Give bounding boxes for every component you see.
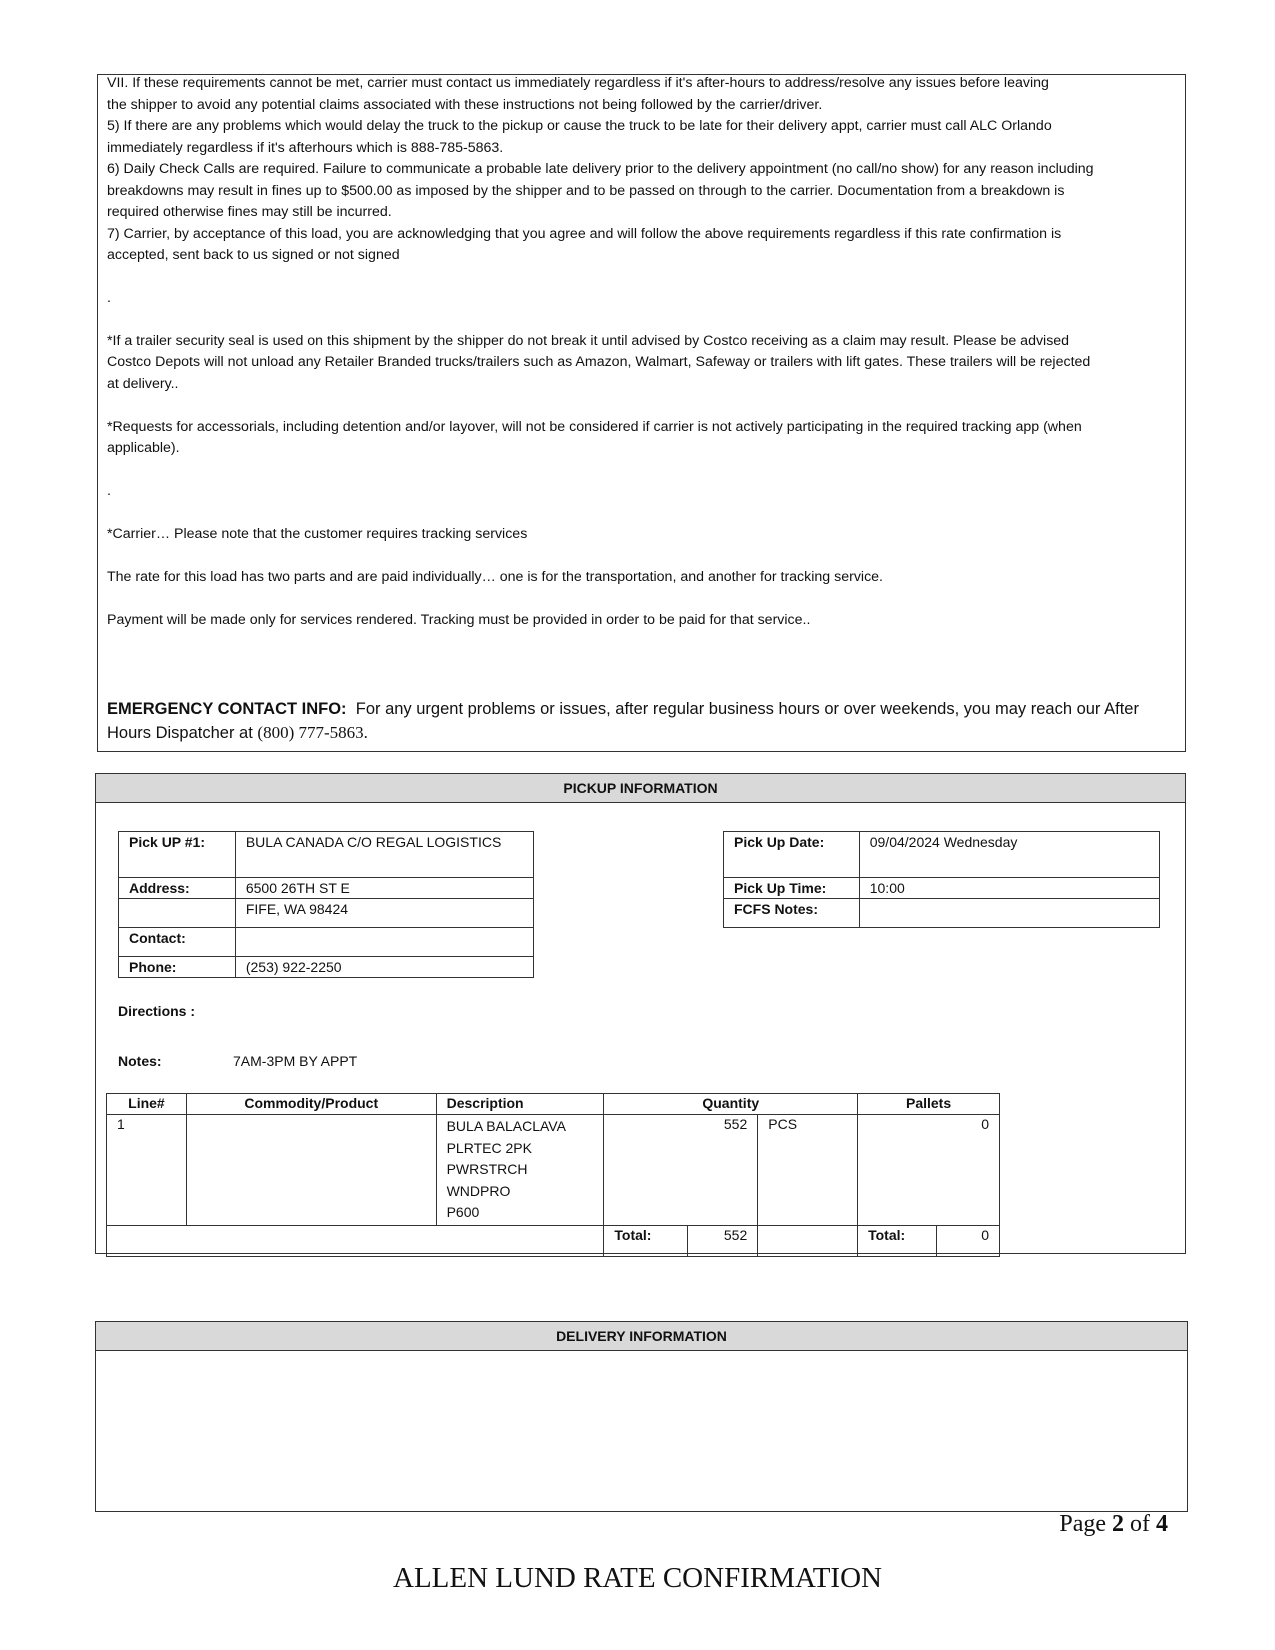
col-header-line: Line# xyxy=(107,1094,187,1115)
page-current: 2 xyxy=(1112,1511,1124,1537)
emergency-label: EMERGENCY CONTACT INFO: xyxy=(107,700,347,718)
fcfs-notes-label: FCFS Notes: xyxy=(724,899,860,928)
terms-line: the shipper to avoid any potential claims associated with these instructions not being followed by the carrier/driver. xyxy=(107,97,823,113)
col-header-quantity: Quantity xyxy=(604,1094,858,1115)
contact-label: Contact: xyxy=(119,928,236,957)
terms-line: immediately regardless if it's afterhours which is 888-785-5863. xyxy=(107,140,504,156)
address-label: Address: xyxy=(119,878,236,899)
directions-label: Directions : xyxy=(118,1003,196,1019)
emergency-phone: (800) 777-5863 xyxy=(257,723,364,742)
phone-label: Phone: xyxy=(119,957,236,978)
terms-line: 5) If there are any problems which would delay the truck to the pickup or cause the truck to be late for their delivery appt, carrier must call ALC Orlando xyxy=(107,118,1052,134)
description-line: P600 xyxy=(446,1204,480,1220)
terms-line: Payment will be made only for services rendered. Tracking must be provided in order to be paid for that service.. xyxy=(107,612,811,628)
total-pallets-label: Total: xyxy=(858,1225,937,1256)
terms-line: VII. If these requirements cannot be met, carrier must contact us immediately regardless if it's after-hours to address/resolve any issues before leaving xyxy=(107,75,1049,91)
total-unit-blank xyxy=(758,1225,858,1256)
pickup-time-value: 10:00 xyxy=(859,878,1159,899)
pickup-schedule-table xyxy=(723,831,1160,928)
terms-line: . xyxy=(107,483,111,499)
emergency-line xyxy=(107,698,1139,721)
terms-line: at delivery.. xyxy=(107,376,179,392)
pickup-number-label: Pick UP #1: xyxy=(119,832,236,878)
page-number xyxy=(1059,1511,1168,1538)
terms-line: applicable). xyxy=(107,440,180,456)
terms-line: 7) Carrier, by acceptance of this load, you are acknowledging that you agree and will follow the above requirements regardless if this rate confirmation is xyxy=(107,226,1062,242)
emergency-period: . xyxy=(363,723,368,742)
description-line: BULA BALACLAVA xyxy=(446,1118,566,1134)
terms-line: Costco Depots will not unload any Retailer Branded trucks/trailers such as Amazon, Walmart, Safeway or trailers with lift gates. These trailers will be rejected xyxy=(107,354,1091,370)
pickup-date-value: 09/04/2024 Wednesday xyxy=(859,832,1159,878)
address-blank xyxy=(119,899,236,928)
pickup-date-label: Pick Up Date: xyxy=(724,832,860,878)
cell-line: 1 xyxy=(107,1115,187,1226)
cell-commodity xyxy=(186,1115,436,1226)
page-of: of xyxy=(1124,1511,1156,1537)
cell-unit: PCS xyxy=(758,1115,858,1226)
description-line: PWRSTRCH WNDPRO xyxy=(446,1161,528,1199)
cell-pallets: 0 xyxy=(858,1115,1000,1226)
terms-line: The rate for this load has two parts and are paid individually… one is for the transportation, and another for tracking service. xyxy=(107,569,884,585)
terms-line: accepted, sent back to us signed or not signed xyxy=(107,247,400,263)
pickup-location-table xyxy=(118,831,534,978)
emergency-text: For any urgent problems or issues, after regular business hours or over weekends, you may reach our After xyxy=(355,700,1139,718)
address-line-1: 6500 26TH ST E xyxy=(235,878,533,899)
commodity-table xyxy=(106,1093,1000,1257)
terms-line: 6) Daily Check Calls are required. Failure to communicate a probable late delivery prior to the delivery appointment (no call/no show) for any reason including xyxy=(107,161,1094,177)
delivery-section xyxy=(95,1321,1188,1512)
description-line: PLRTEC 2PK xyxy=(446,1139,532,1156)
notes-label: Notes: xyxy=(118,1053,162,1069)
cell-quantity: 552 xyxy=(604,1115,758,1226)
cell-description xyxy=(436,1115,604,1226)
col-header-commodity: Commodity/Product xyxy=(186,1094,436,1115)
col-header-description: Description xyxy=(436,1094,604,1115)
col-header-pallets: Pallets xyxy=(858,1094,1000,1115)
emergency-line-2 xyxy=(107,721,368,745)
phone-value: (253) 922-2250 xyxy=(235,957,533,978)
document-title: ALLEN LUND RATE CONFIRMATION xyxy=(393,1562,882,1594)
total-pallets-value: 0 xyxy=(937,1225,1000,1256)
emergency-text-2: Hours Dispatcher at xyxy=(107,724,253,742)
terms-line: *Requests for accessorials, including detention and/or layover, will not be considered if carrier is not actively participating in the required tracking app (when xyxy=(107,419,1082,435)
contact-value xyxy=(235,928,533,957)
terms-line: *Carrier… Please note that the customer requires tracking services xyxy=(107,526,528,542)
page-prefix: Page xyxy=(1059,1511,1112,1537)
terms-line: breakdowns may result in fines up to $500.00 as imposed by the shipper and to be passed on through to the carrier. Documentation from a breakdown is xyxy=(107,183,1065,199)
total-quantity-value: 552 xyxy=(688,1225,758,1256)
page-total: 4 xyxy=(1156,1511,1168,1537)
pickup-header: PICKUP INFORMATION xyxy=(96,774,1185,803)
address-line-2: FIFE, WA 98424 xyxy=(235,899,533,928)
fcfs-notes-value xyxy=(859,899,1159,928)
pickup-number-value: BULA CANADA C/O REGAL LOGISTICS xyxy=(235,832,533,878)
delivery-header: DELIVERY INFORMATION xyxy=(96,1322,1187,1351)
notes-value: 7AM-3PM BY APPT xyxy=(233,1053,358,1069)
total-row-blank xyxy=(107,1225,604,1256)
terms-line: . xyxy=(107,290,111,306)
pickup-time-label: Pick Up Time: xyxy=(724,878,860,899)
terms-line: required otherwise fines may still be incurred. xyxy=(107,204,392,220)
table-row xyxy=(107,1115,1000,1226)
total-quantity-label: Total: xyxy=(604,1225,688,1256)
terms-line: *If a trailer security seal is used on this shipment by the shipper do not break it until advised by Costco receiving as a claim may result. Please be advised xyxy=(107,333,1070,349)
